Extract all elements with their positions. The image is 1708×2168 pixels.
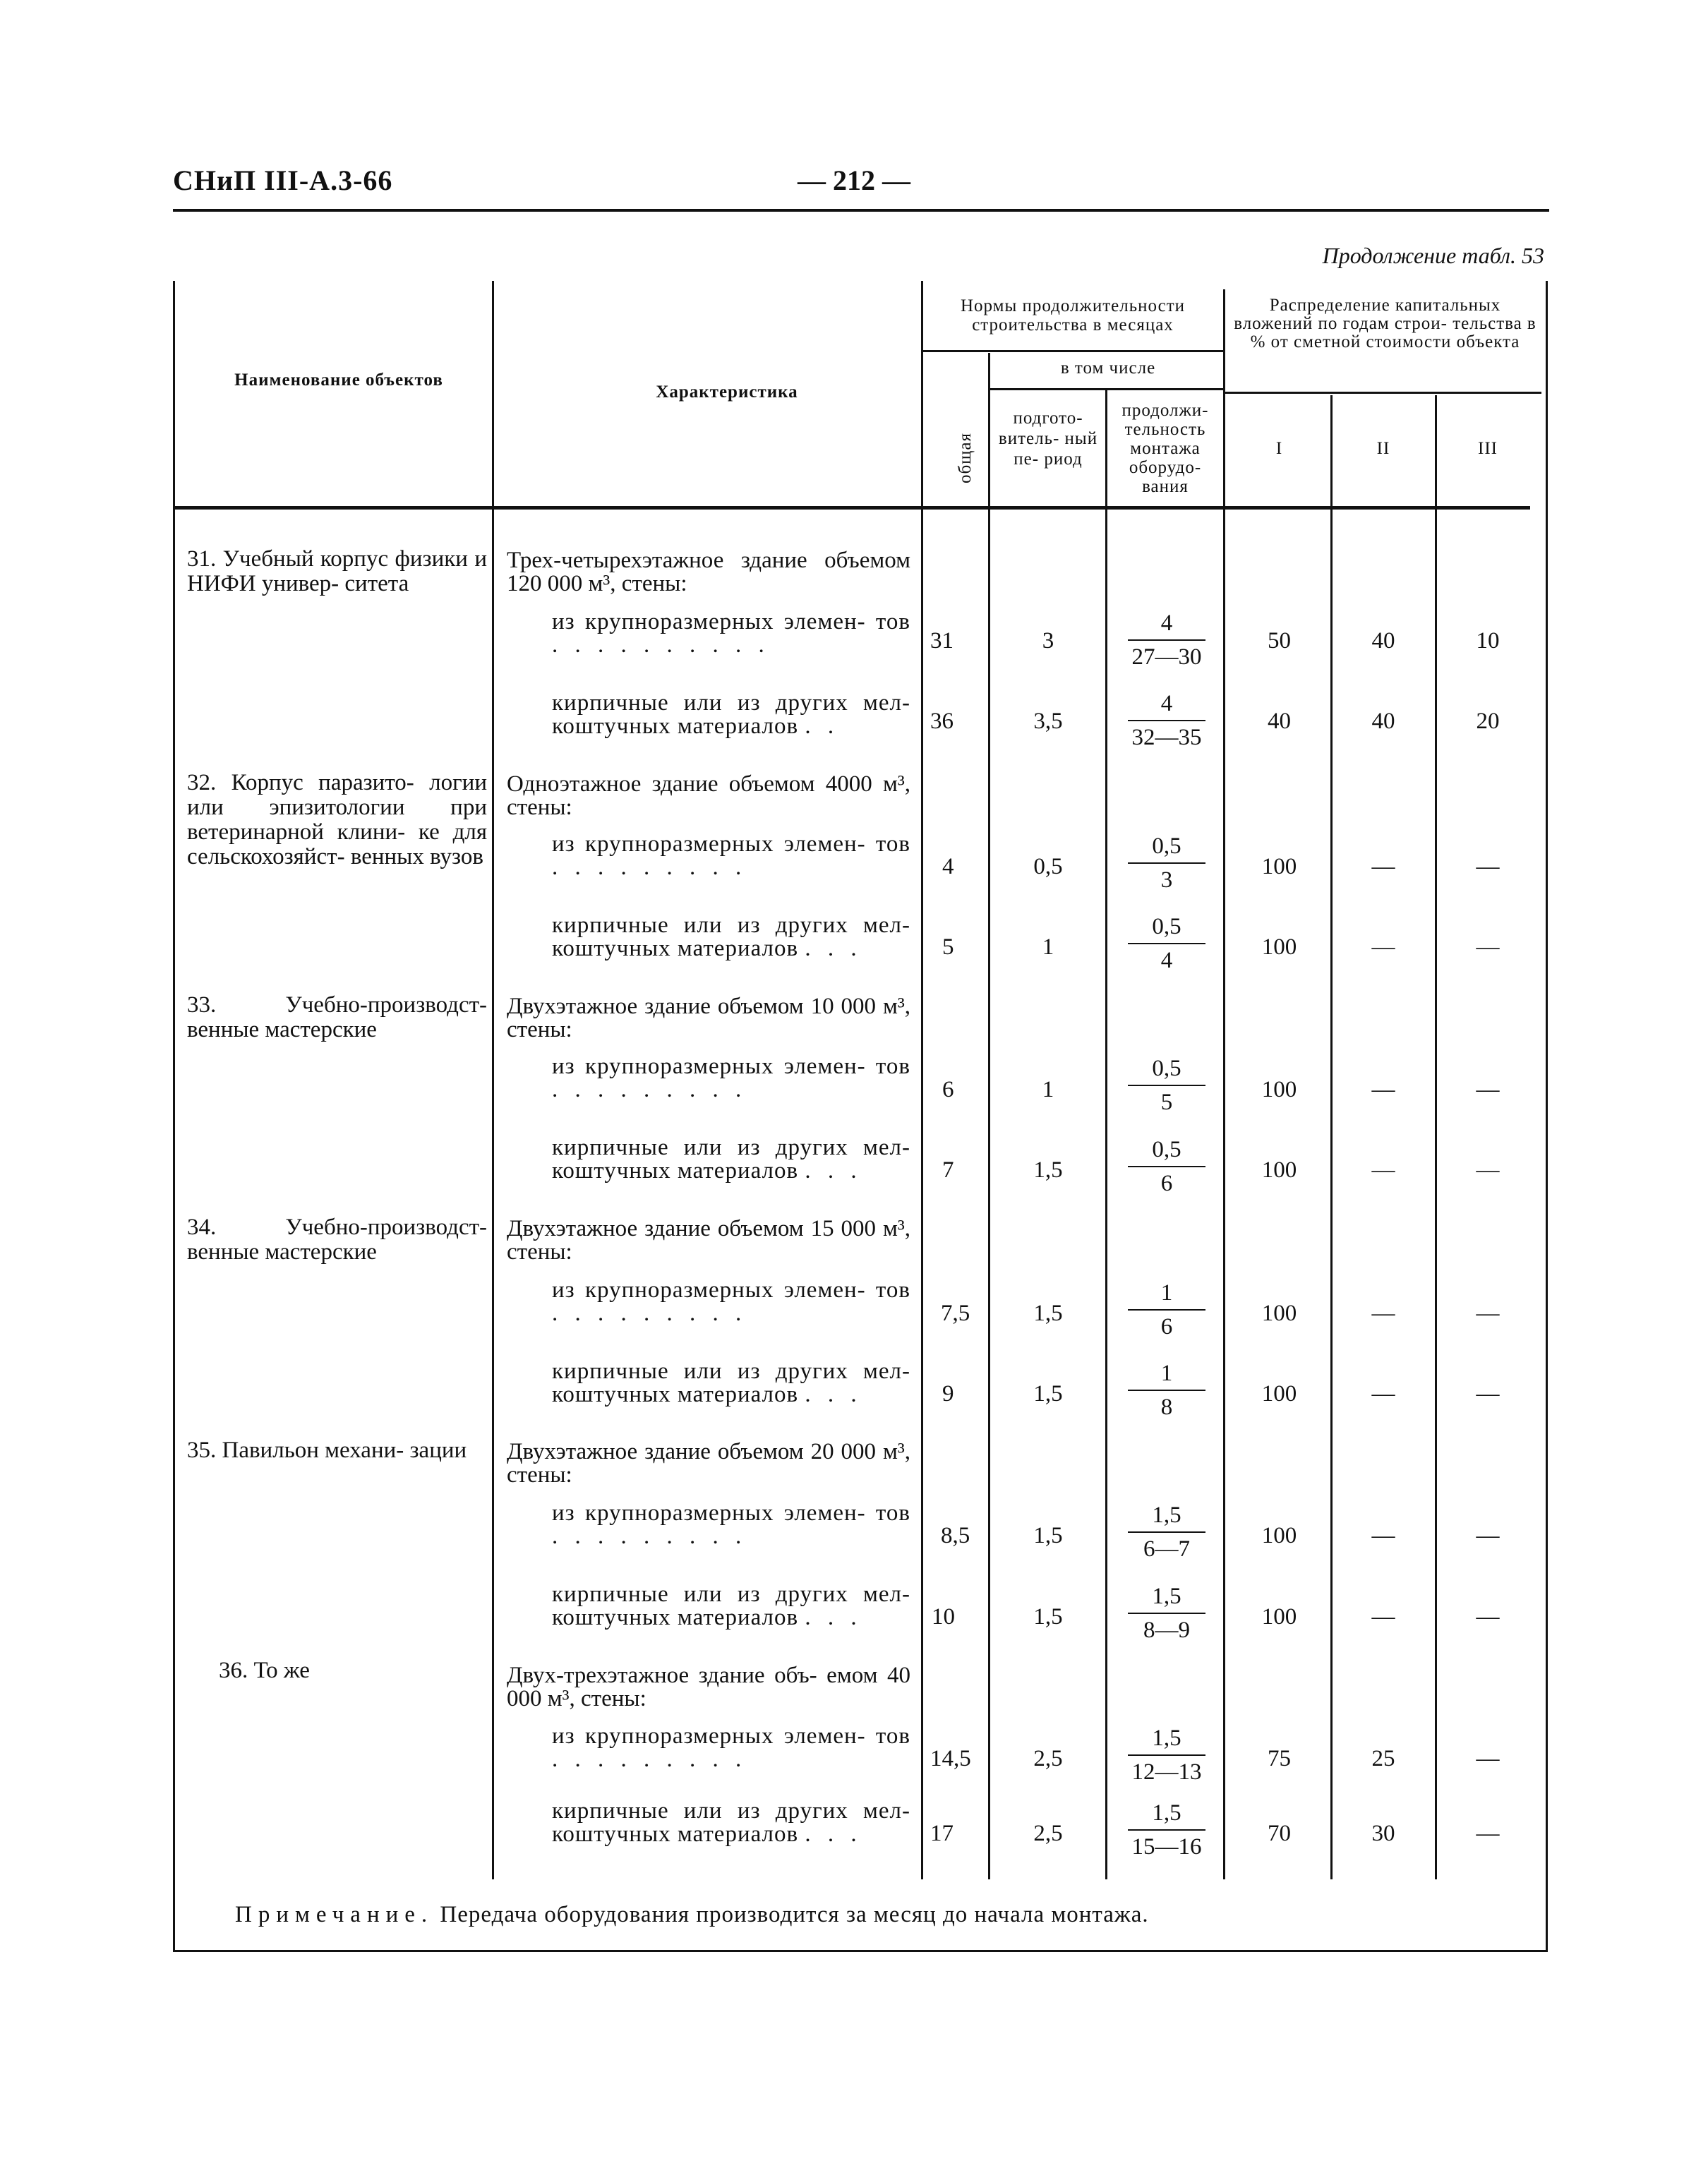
cell-year-3: 20 xyxy=(1476,709,1500,734)
cell-mount-fraction: 0,5 4 xyxy=(1121,915,1213,972)
cell-year-1: 100 xyxy=(1261,854,1297,879)
header-rule xyxy=(173,209,1549,212)
cell-year-1: 100 xyxy=(1261,1523,1297,1548)
col-divider-y2 xyxy=(1435,395,1437,1879)
cell-total: 5 xyxy=(942,934,954,960)
table-row-label: из крупноразмерных элемен- тов . . . . . . . . . xyxy=(552,1723,910,1772)
cell-year-2: — xyxy=(1371,854,1395,879)
cell-year-3: — xyxy=(1476,854,1500,879)
cell-prep: 0,5 xyxy=(1033,854,1063,879)
cell-total: 14,5 xyxy=(930,1746,971,1771)
object-description: Двухэтажное здание объемом 20 000 м³, стены: xyxy=(507,1439,910,1488)
cell-prep: 3 xyxy=(1042,628,1054,654)
object-name: 36. То же xyxy=(219,1658,310,1683)
cell-prep: 2,5 xyxy=(1033,1746,1063,1771)
cell-prep: 1 xyxy=(1042,1077,1054,1102)
page-number: — 212 — xyxy=(798,164,910,196)
object-name: 34. Учебно-производст- венные мастерские xyxy=(187,1215,487,1265)
col-header-norms: Нормы продолжительности строительства в месяцах xyxy=(960,296,1186,335)
object-name: 35. Павильон механи- зации xyxy=(187,1438,467,1463)
cell-mount-fraction: 0,5 3 xyxy=(1121,834,1213,892)
col-divider-total xyxy=(988,353,990,1879)
cell-total: 9 xyxy=(942,1381,954,1407)
cell-mount-fraction: 1,5 6—7 xyxy=(1121,1503,1213,1561)
col-header-prep: подгото- витель- ный пе- риод xyxy=(998,409,1098,469)
cell-total: 6 xyxy=(942,1077,954,1102)
cell-year-2: — xyxy=(1371,1381,1395,1407)
cell-prep: 1,5 xyxy=(1033,1604,1063,1630)
cell-year-2: — xyxy=(1371,1077,1395,1102)
table-continuation-label: Продолжение табл. 53 xyxy=(1322,243,1544,268)
header-bottom-rule xyxy=(175,506,1530,510)
col-header-mount: продолжи- тельность монтажа оборудо- вания xyxy=(1121,401,1209,496)
col-header-year-3: III xyxy=(1478,439,1498,458)
table-note xyxy=(235,1902,1149,1928)
col-divider-y1 xyxy=(1330,395,1333,1879)
cell-year-3: — xyxy=(1476,1604,1500,1630)
cell-mount-fraction: 1,5 8—9 xyxy=(1121,1584,1213,1642)
table-row-label: из крупноразмерных элемен- тов . . . . . . . . . . xyxy=(552,609,910,658)
cell-year-2: — xyxy=(1371,1301,1395,1326)
cell-total: 31 xyxy=(930,628,954,654)
cell-mount-fraction: 0,5 6 xyxy=(1121,1138,1213,1196)
cell-total: 8,5 xyxy=(941,1523,970,1548)
cell-year-1: 75 xyxy=(1268,1746,1291,1771)
cell-year-1: 100 xyxy=(1261,1077,1297,1102)
col-header-name: Наименование объектов xyxy=(234,371,443,390)
header-rule-distr xyxy=(1225,392,1541,394)
cell-prep: 2,5 xyxy=(1033,1821,1063,1846)
cell-year-2: — xyxy=(1371,1157,1395,1183)
cell-prep: 1,5 xyxy=(1033,1523,1063,1548)
cell-prep: 1,5 xyxy=(1033,1157,1063,1183)
object-description: Трех-четырехэтажное здание объемом 120 000 м³, стены: xyxy=(507,548,910,596)
cell-prep: 3,5 xyxy=(1033,709,1063,734)
cell-prep: 1,5 xyxy=(1033,1381,1063,1407)
note-text: Передача оборудования производится за месяц до начала монтажа. xyxy=(440,1902,1149,1927)
cell-year-2: 40 xyxy=(1371,709,1395,734)
cell-total: 7 xyxy=(942,1157,954,1183)
cell-year-1: 100 xyxy=(1261,934,1297,960)
cell-year-2: — xyxy=(1371,1523,1395,1548)
cell-year-1: 50 xyxy=(1268,628,1291,654)
cell-year-2: 25 xyxy=(1371,1746,1395,1771)
table-row-label: из крупноразмерных элемен- тов . . . . . . . . . xyxy=(552,1277,910,1326)
cell-prep: 1,5 xyxy=(1033,1301,1063,1326)
col-header-year-2: II xyxy=(1376,439,1390,458)
header-rule-incl xyxy=(988,388,1223,390)
document-code: СНиП III-А.3-66 xyxy=(173,164,393,196)
cell-mount-fraction: 4 32—35 xyxy=(1121,692,1213,749)
cell-year-1: 100 xyxy=(1261,1157,1297,1183)
col-header-char: Характеристика xyxy=(656,383,798,402)
cell-year-3: 10 xyxy=(1476,628,1500,654)
object-name: 31. Учебный корпус физики и НИФИ универ- ситета xyxy=(187,546,487,596)
cell-year-1: 40 xyxy=(1268,709,1291,734)
cell-year-3: — xyxy=(1476,1381,1500,1407)
cell-total: 36 xyxy=(930,709,954,734)
table-row-label: кирпичные или из других мел- коштучных материалов . . . xyxy=(552,1582,910,1630)
cell-year-3: — xyxy=(1476,1157,1500,1183)
object-description: Двухэтажное здание объемом 10 000 м³, стены: xyxy=(507,994,910,1042)
cell-year-2: — xyxy=(1371,1604,1395,1630)
cell-year-3: — xyxy=(1476,934,1500,960)
col-divider-mount xyxy=(1223,289,1225,1879)
cell-year-2: 40 xyxy=(1371,628,1395,654)
cell-mount-fraction: 0,5 5 xyxy=(1121,1056,1213,1114)
col-divider-char xyxy=(921,281,923,1879)
col-header-total: общая xyxy=(956,432,975,484)
cell-year-3: — xyxy=(1476,1077,1500,1102)
object-name: 33. Учебно-производст- венные мастерские xyxy=(187,992,487,1042)
cell-year-1: 100 xyxy=(1261,1381,1297,1407)
col-header-distr: Распределение капитальных вложений по годам строи- тельства в % от сметной стоимости объекта xyxy=(1234,296,1536,351)
object-description: Двух-трехэтажное здание объ- емом 40 000 м³, стены: xyxy=(507,1663,910,1711)
cell-mount-fraction: 4 27—30 xyxy=(1121,611,1213,669)
cell-year-1: 100 xyxy=(1261,1604,1297,1630)
table-row-label: кирпичные или из других мел- коштучных материалов . . . xyxy=(552,1359,910,1407)
cell-total: 4 xyxy=(942,854,954,879)
table-row-label: из крупноразмерных элемен- тов . . . . . . . . . xyxy=(552,1054,910,1102)
table-row-label: из крупноразмерных элемен- тов . . . . . . . . . xyxy=(552,831,910,880)
col-header-year-1: I xyxy=(1275,439,1283,458)
header-rule-norms xyxy=(923,350,1223,352)
cell-year-3: — xyxy=(1476,1301,1500,1326)
cell-mount-fraction: 1 6 xyxy=(1121,1281,1213,1339)
col-divider-prep xyxy=(1105,388,1107,1879)
cell-mount-fraction: 1 8 xyxy=(1121,1361,1213,1419)
cell-year-2: 30 xyxy=(1371,1821,1395,1846)
cell-total: 10 xyxy=(932,1604,955,1630)
table-row-label: кирпичные или из других мел- коштучных материалов . . . xyxy=(552,1135,910,1184)
cell-total: 17 xyxy=(930,1821,954,1846)
table-row-label: кирпичные или из других мел- коштучных материалов . . . xyxy=(552,913,910,961)
cell-year-1: 100 xyxy=(1261,1301,1297,1326)
cell-year-1: 70 xyxy=(1268,1821,1291,1846)
col-divider-name xyxy=(492,281,494,1879)
object-description: Одноэтажное здание объемом 4000 м³, стены: xyxy=(507,771,910,820)
cell-mount-fraction: 1,5 15—16 xyxy=(1121,1801,1213,1859)
object-name: 32. Корпус паразито- логии или эпизитологии при ветеринарной клини- ке для сельскохозяйст- венных вузов xyxy=(187,770,487,869)
col-header-incl: в том числе xyxy=(1060,359,1156,378)
cell-year-3: — xyxy=(1476,1746,1500,1771)
cell-total: 7,5 xyxy=(941,1301,970,1326)
table-row-label: из крупноразмерных элемен- тов . . . . . . . . . xyxy=(552,1500,910,1549)
cell-year-2: — xyxy=(1371,934,1395,960)
cell-year-3: — xyxy=(1476,1821,1500,1846)
cell-prep: 1 xyxy=(1042,934,1054,960)
table-row-label: кирпичные или из других мел- коштучных материалов . . . xyxy=(552,1798,910,1847)
note-label: Примечание. xyxy=(235,1902,434,1927)
table-row-label: кирпичные или из других мел- коштучных материалов . . xyxy=(552,690,910,739)
cell-year-3: — xyxy=(1476,1523,1500,1548)
cell-mount-fraction: 1,5 12—13 xyxy=(1121,1726,1213,1784)
object-description: Двухэтажное здание объемом 15 000 м³, стены: xyxy=(507,1216,910,1265)
